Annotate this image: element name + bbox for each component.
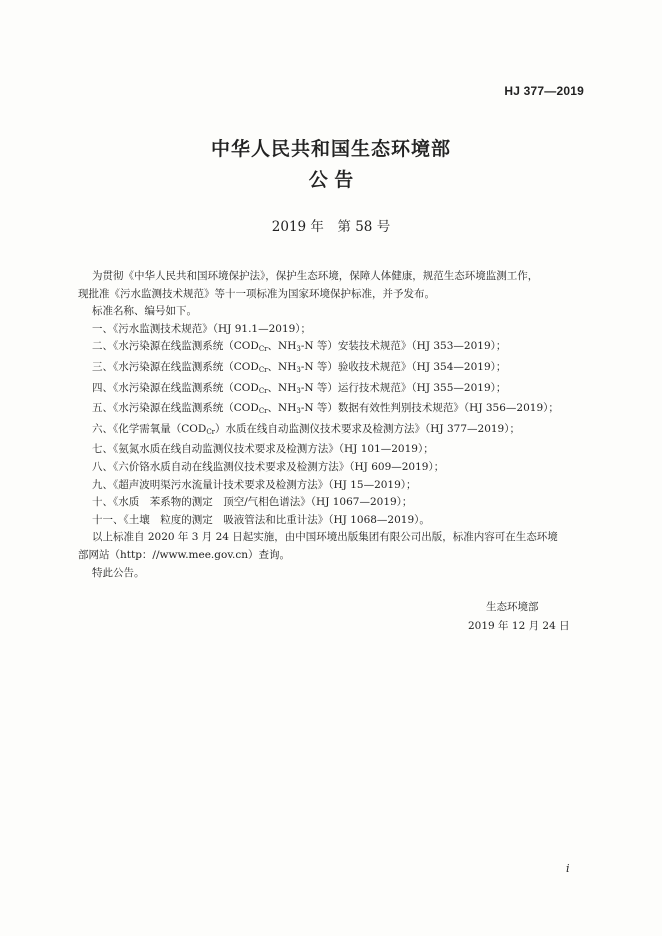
item-text: 六、《化学需氧量（COD [92, 422, 207, 435]
item-text: 七、《氨氮水质在线自动监测仪技术要求及检测方法》（HJ 101—2019）； [92, 443, 434, 456]
item-text: 、NH [267, 402, 297, 415]
subscript: 3 [296, 365, 301, 374]
standard-item [92, 400, 588, 421]
announcement-heading: 公 告 [308, 169, 354, 191]
item-text: 八、《六价铬水质自动在线监测仪技术要求及检测方法》（HJ 609—2019）； [92, 460, 445, 473]
subscript: 3 [296, 345, 301, 354]
standard-item [92, 321, 588, 339]
standards-list [92, 321, 588, 530]
item-text: 十一、《土壤 粒度的测定 吸液管法和比重计法》（HJ 1068—2019）。 [92, 513, 430, 526]
standard-item [92, 380, 588, 401]
list-heading: 标准名称、编号如下。 [92, 305, 197, 318]
item-text: -N 等）数据有效性判别技术规范》（HJ 356—2019）； [300, 402, 559, 415]
item-text: 十、《水质 苯系物的测定 顶空/气相色谱法》（HJ 1067—2019）； [92, 496, 413, 509]
ministry-title: 中华人民共和国生态环境部 [210, 138, 451, 160]
item-text: 、NH [267, 340, 297, 353]
item-text: 四、《水污染源在线监测系统（COD [92, 381, 259, 394]
item-text: 九、《超声波明渠污水流量计技术要求及检测方法》（HJ 15—2019）； [92, 478, 417, 491]
item-text: 、NH [267, 360, 297, 373]
signatory: 生态环境部 [486, 601, 539, 613]
implementation-line1: 以上标准自 2020 年 3 月 24 日起实施，由中国环境出版集团有限公司出版，标准内容可在生态环境 [92, 531, 558, 544]
subscript: Cr [206, 427, 216, 436]
subscript: Cr [258, 365, 268, 374]
subscript: Cr [258, 386, 268, 395]
intro-paragraph-line1: 为贯彻《中华人民共和国环境保护法》，保护生态环境，保障人体健康，规范生态环境监测工作， [92, 270, 539, 282]
subscript: Cr [258, 345, 268, 354]
implementation-line2: 部网站（http：//www.mee.gov.cn）查询。 [78, 548, 290, 561]
item-text: -N 等）运行技术规范》（HJ 355—2019）； [300, 381, 507, 394]
subscript: Cr [258, 407, 268, 416]
item-text: 二、《水污染源在线监测系统（COD [92, 340, 259, 353]
item-text: 三、《水污染源在线监测系统（COD [92, 360, 259, 373]
page-number: i [566, 862, 570, 875]
standard-item [92, 494, 588, 512]
standard-item [92, 421, 588, 442]
standard-item [92, 441, 588, 459]
item-text: -N 等）安装技术规范》（HJ 353—2019）； [300, 340, 507, 353]
standard-item [92, 359, 588, 380]
item-text: 一、《污水监测技术规范》（HJ 91.1—2019）； [92, 322, 312, 335]
standard-item [92, 512, 588, 530]
item-text: 五、《水污染源在线监测系统（COD [92, 402, 259, 415]
subscript: 3 [296, 407, 301, 416]
issue-date: 2019 年 12 月 24 日 [468, 620, 570, 632]
signature-block [468, 598, 570, 636]
standard-item [92, 338, 588, 359]
standard-item [92, 477, 588, 495]
standard-item [92, 459, 588, 477]
intro-paragraph-line2: 现批准《污水监测技术规范》等十一项标准为国家环境保护标准，并予发布。 [78, 287, 435, 300]
issue-number: 2019 年 第 58 号 [271, 219, 391, 235]
closing-text: 特此公告。 [92, 566, 145, 579]
item-text: -N 等）验收技术规范》（HJ 354—2019）； [300, 360, 507, 373]
announcement-body [78, 268, 588, 582]
document-number: HJ 377—2019 [504, 84, 584, 98]
item-text: 、NH [267, 381, 297, 394]
item-text: ）水质在线自动监测仪技术要求及检测方法》（HJ 377—2019）； [215, 422, 520, 435]
subscript: 3 [296, 386, 301, 395]
